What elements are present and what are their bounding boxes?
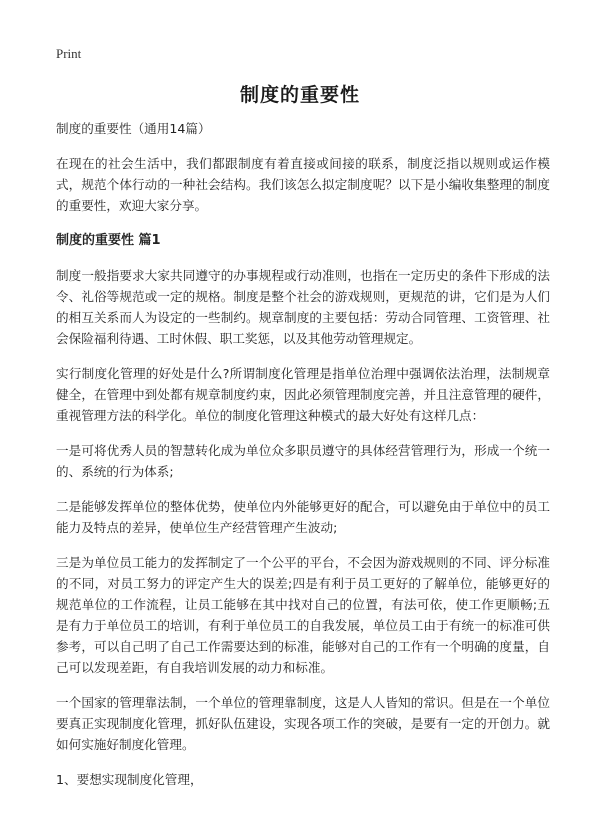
article-body — [56, 118, 550, 804]
paragraph-1: 制度一般指要求大家共同遵守的办事规程或行动准则，也指在一定历史的条件下形成的法令、礼俗等规范或一定的规格。制度是整个社会的游戏规则，更规范的讲，它们是为人们的相互关系而人为设定的一些制约。规章制度的主要包括：劳动合同管理、工资管理、社会保险福利待遇、工时休假、职工奖惩，以及其他劳动管理规定。 — [56, 268, 550, 346]
paragraph-7: 1、要想实现制度化管理， — [56, 772, 203, 787]
paragraph-4: 二是能够发挥单位的整体优势，使单位内外能够更好的配合，可以避免由于单位中的员工能力及特点的差异，使单位生产经营管理产生波动; — [56, 499, 550, 535]
intro-paragraph: 在现在的社会生活中，我们都跟制度有着直接或间接的联系，制度泛指以规则或运作模式，规范个体行动的一种社会结构。我们该怎么拟定制度呢？以下是小编收集整理的制度的重要性，欢迎大家分享。 — [56, 156, 550, 213]
paragraph-2: 实行制度化管理的好处是什么?所谓制度化管理是指单位治理中强调依法治理，法制规章健全，在管理中到处都有规章制度约束，因此必须管理制度完善，并且注意管理的硬件，重视管理方法的科学化。单位的制度化管理这种模式的最大好处有这样几点： — [56, 366, 550, 423]
section-heading: 制度的重要性 篇1 — [56, 233, 161, 248]
paragraph-6: 一个国家的管理靠法制，一个单位的管理靠制度，这是人人皆知的常识。但是在一个单位要真正实现制度化管理，抓好队伍建设，实现各项工作的突破，是要有一定的开创力。就如何实施好制度化管理。 — [56, 695, 550, 752]
paragraph-5: 三是为单位员工能力的发挥制定了一个公平的平台，不会因为游戏规则的不同、评分标准的不同，对员工努力的评定产生大的误差;四是有利于员工更好的了解单位，能够更好的规范单位的工作流程，让员工能够在其中找对自己的位置，有法可依，使工作更顺畅;五是有力于单位员工的培训，有利于单位员工的自我发展，单位员工由于有统一的标准可供参考，可以自己明了自己工作需要达到的标准，能够对自己的工作有一个明确的度量，自己可以发现差距，有自我培训发展的动力和标准。 — [56, 555, 550, 675]
paragraph-3: 一是可将优秀人员的智慧转化成为单位众多职员遵守的具体经营管理行为，形成一个统一的、系统的行为体系; — [56, 443, 550, 479]
page-title: 制度的重要性 — [239, 84, 360, 106]
print-link[interactable]: Print — [56, 46, 82, 61]
article-subtitle: 制度的重要性（通用14篇） — [56, 121, 211, 136]
